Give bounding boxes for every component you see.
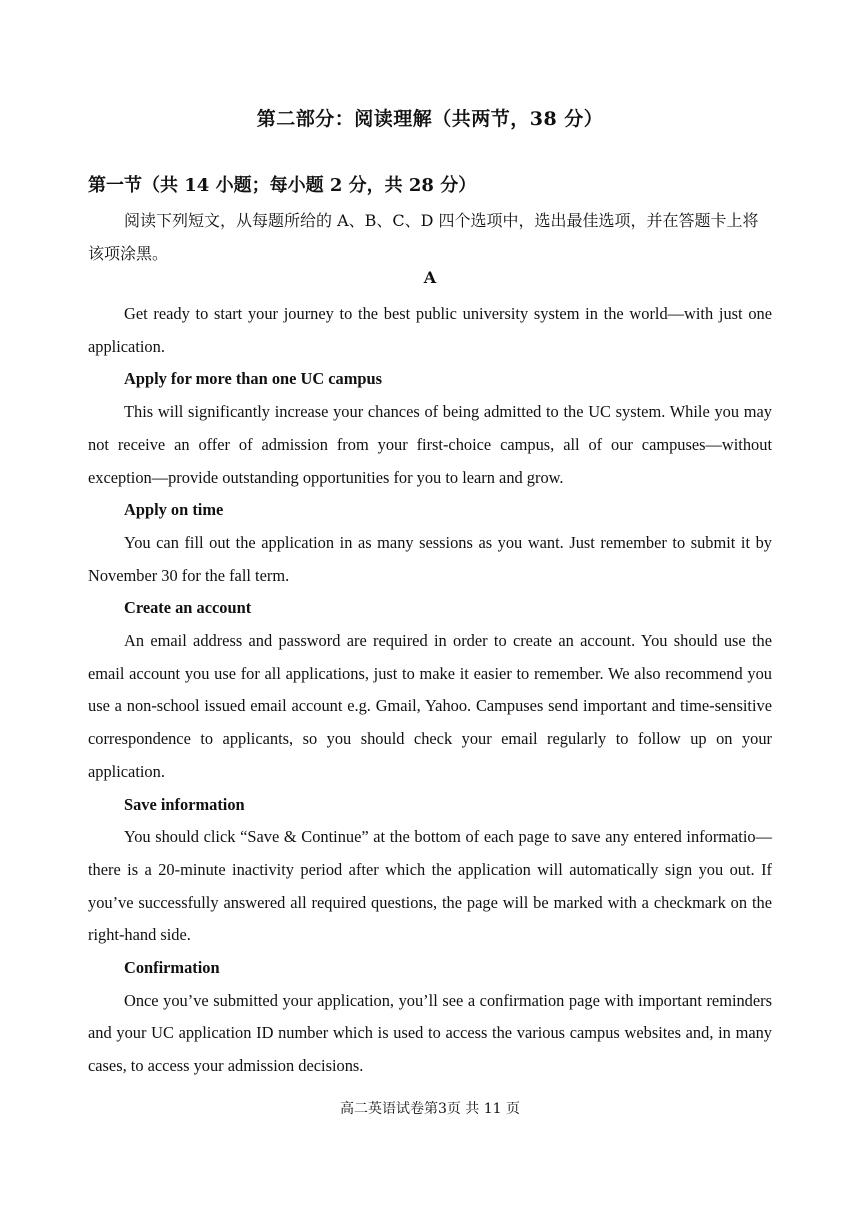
intro-paragraph: Get ready to start your journey to the best public university system in the world—with just one application. bbox=[88, 304, 772, 356]
section-paragraph: You should click “Save & Continue” at the bottom of each page to save any entered informatio—there is a 20-minute inactivity period after which the application will automatically sign you out. If you’ve successfully answered all required questions, the page will be marked with a checkmark on the right-hand side. bbox=[88, 827, 772, 945]
section-heading: Create an account bbox=[124, 598, 252, 618]
section-paragraph: Once you’ve submitted your application, you’ll see a confirmation page with important reminders and your UC application ID number which is used to access the various campus websites and, in many cases, to access your admission decisions. bbox=[88, 990, 772, 1076]
instructions: 阅读下列短文，从每题所给的 A、B、C、D 四个选项中，选出最佳选项，并在答题卡上将该项涂黑。 bbox=[88, 211, 759, 263]
passage-letter: A bbox=[423, 268, 437, 287]
section-heading: Confirmation bbox=[124, 958, 220, 978]
part-title: 第二部分：阅读理解（共两节，38 分） bbox=[256, 108, 604, 130]
section-heading: Apply on time bbox=[124, 500, 224, 520]
section-title: 第一节（共 14 小题；每小题 2 分，共 28 分） bbox=[88, 175, 477, 196]
section-paragraph: You can fill out the application in as many sessions as you want. Just remember to submit it by November 30 for the fall term. bbox=[88, 532, 772, 585]
page-footer: 高二英语试卷第3页 共 11 页 bbox=[339, 1101, 521, 1117]
section-paragraph: An email address and password are required in order to create an account. You should use the email account you use for all applications, just to make it easier to remember. We also recommend you use a non-school issued email account e.g. Gmail, Yahoo. Campuses send important and time-sensitive correspondence to applicants, so you should check your email regularly to follow up on your application. bbox=[88, 631, 772, 781]
section-heading: Save information bbox=[124, 794, 245, 814]
section-paragraph: This will significantly increase your chances of being admitted to the UC system. While you may not receive an offer of admission from your first-choice campus, all of our campuses—without exception—provide outstanding opportunities for you to learn and grow. bbox=[88, 402, 772, 487]
section-heading: Apply for more than one UC campus bbox=[124, 369, 383, 389]
passage-body bbox=[88, 298, 772, 1083]
